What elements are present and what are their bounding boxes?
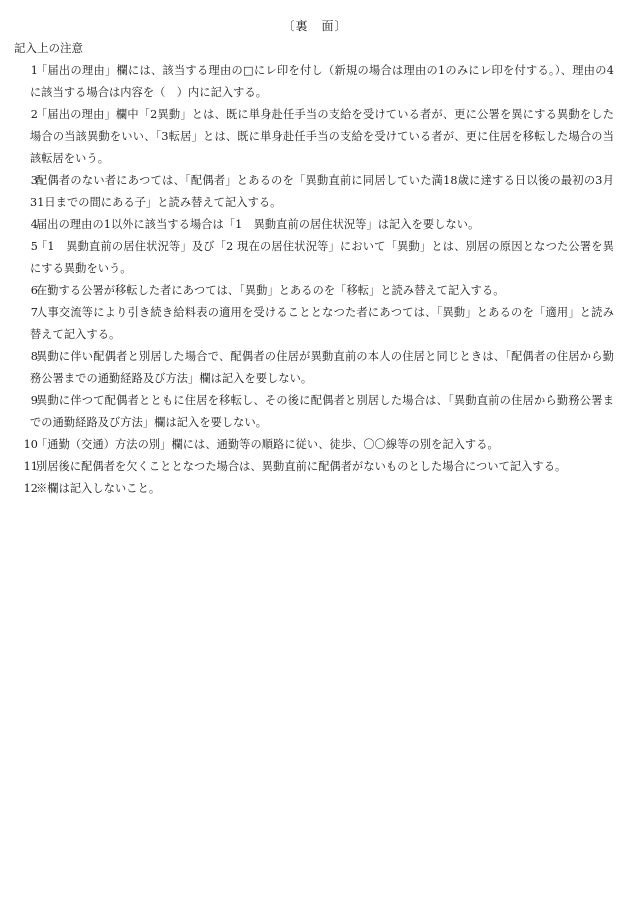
note-number: 10 <box>23 438 38 451</box>
note-number: 11 <box>23 460 38 473</box>
note-item <box>14 456 616 478</box>
note-number: 7 <box>30 306 38 319</box>
note-text: 異動に伴つて配偶者とともに住居を移転し、その後に配偶者と別居した場合は、「異動直前の住居から勤務公署までの通勤経路及び方法」欄は記入を要しない。 <box>30 394 614 429</box>
note-number: 5 <box>30 240 38 253</box>
note-text: 別居後に配偶者を欠くこととなつた場合は、異動直前に配偶者がないものとした場合について記入する。 <box>36 460 567 473</box>
note-text: 届出の理由の1以外に該当する場合は「1 異動直前の居住状況等」は記入を要しない。 <box>36 218 480 231</box>
note-item <box>14 302 616 346</box>
note-text: 「届出の理由」欄中「2異動」とは、既に単身赴任手当の支給を受けている者が、更に公署を異にする異動をした場合の当該異動をいい、「3転居」とは、既に単身赴任手当の支給を受けている者が、更に住居を移転した場合の当該転居をいう。 <box>30 108 614 165</box>
note-item <box>14 170 616 214</box>
note-number: 1 <box>30 64 38 77</box>
note-text: 「通勤（交通）方法の別」欄には、通勤等の順路に従い、徒歩、〇〇線等の別を記入する。 <box>36 438 499 451</box>
notes-list <box>14 60 616 500</box>
note-number: 8 <box>30 350 38 363</box>
note-item <box>14 346 616 390</box>
note-text: 人事交流等により引き続き給料表の適用を受けることとなつた者にあつては、「異動」とあるのを「適用」と読み替えて記入する。 <box>30 306 614 341</box>
section-heading: 記入上の注意 <box>14 41 83 55</box>
note-number: 3 <box>30 174 38 187</box>
page-side-title: 〔裏 面〕 <box>282 19 348 33</box>
note-item <box>14 236 616 280</box>
note-item <box>14 214 616 236</box>
note-text: 在勤する公署が移転した者にあつては、「異動」とあるのを「移転」と読み替えて記入する。 <box>36 284 505 297</box>
note-item <box>14 104 616 170</box>
note-number: 9 <box>30 394 38 407</box>
note-number: 2 <box>30 108 38 121</box>
note-number: 6 <box>30 284 38 297</box>
note-text: 異動に伴い配偶者と別居した場合で、配偶者の住居が異動直前の本人の住居と同じときは、「配偶者の住居から勤務公署までの通勤経路及び方法」欄は記入を要しない。 <box>30 350 614 385</box>
note-text: 配偶者のない者にあつては、「配偶者」とあるのを「異動直前に同居していた満18歳に達する日以後の最初の3月31日までの間にある子」と読み替えて記入する。 <box>30 174 614 209</box>
note-text: 「1 異動直前の居住状況等」及び「2 現在の居住状況等」において「異動」とは、別居の原因となつた公署を異にする異動をいう。 <box>30 240 614 275</box>
note-item <box>14 280 616 302</box>
note-item <box>14 478 616 500</box>
note-number: 4 <box>30 218 38 231</box>
note-text: 「届出の理由」欄には、該当する理由の□にレ印を付し（新規の場合は理由の1のみにレ印を付する。）、理由の4に該当する場合は内容を（ ）内に記入する。 <box>30 64 614 99</box>
note-number: 12 <box>23 482 38 495</box>
note-item <box>14 434 616 456</box>
note-item <box>14 390 616 434</box>
note-text: ※欄は記入しないこと。 <box>36 482 161 495</box>
note-item <box>14 60 616 104</box>
